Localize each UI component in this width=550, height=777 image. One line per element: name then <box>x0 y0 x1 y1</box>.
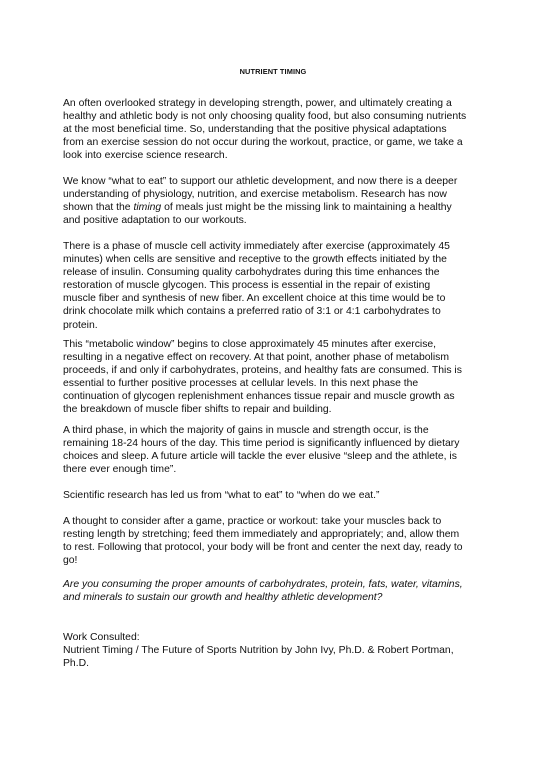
citation-line: Ph.D. <box>63 658 89 670</box>
text-line: continuation of glycogen replenishment enhances tissue repair and muscle growth as <box>63 391 455 403</box>
text-segment: shown that the <box>63 202 134 214</box>
text-line: minutes) when cells are sensitive and receptive to the growth effects initiated by the <box>63 254 447 266</box>
text-line: An often overlooked strategy in developing strength, power, and ultimately creating a <box>63 98 452 109</box>
text-line: there ever enough time”. <box>63 464 177 476</box>
text-line: look into exercise science research. <box>63 150 228 162</box>
text-line: resulting in a negative effect on recovery. At that point, another phase of metabolism <box>63 352 450 364</box>
text-line: There is a phase of muscle cell activity immediately after exercise (approximately 45 <box>63 241 450 252</box>
text-line: protein. <box>63 319 98 331</box>
text-line: A thought to consider after a game, practice or workout: take your muscles back to <box>63 516 442 527</box>
paragraph-question <box>63 578 483 604</box>
text-line: drink chocolate milk which contains a preferred ratio of 3:1 or 4:1 carbohydrates to <box>63 306 441 318</box>
paragraph-what-to-eat <box>63 175 483 227</box>
text-line: essential to further positive processes at cellular levels. In this next phase the <box>63 378 419 390</box>
paragraph-intro <box>63 97 483 162</box>
text-line: choices and sleep. A future article will tackle the ever elusive “sleep and the athlete, is <box>63 451 457 463</box>
emphasis-timing: timing <box>133 202 162 214</box>
text-line: at the most beneficial time. So, understanding that the positive physical adaptations <box>63 124 447 136</box>
text-line: We know “what to eat” to support our athletic development, and now there is a deeper <box>63 176 458 187</box>
paragraph-scientific-research <box>63 489 483 502</box>
text-line: and minerals to sustain our growth and healthy athletic development? <box>63 592 383 604</box>
text-line: go! <box>63 555 78 567</box>
text-line: remaining 18-24 hours of the day. This time period is significantly influenced by dietary <box>63 438 460 450</box>
text-line: from an exercise session do not occur during the workout, practice, or game, we take a <box>63 137 463 149</box>
paragraph-metabolic-window <box>63 338 483 417</box>
text-segment: of meals just might be the missing link to maintaining a healthy <box>161 202 452 214</box>
text-line: understanding of physiology, nutrition, and exercise metabolism. Research has now <box>63 189 447 201</box>
text-line: resting length by stretching; feed them immediately and appropriately; and, allow them <box>63 529 460 541</box>
text-line: muscle fiber and synthesis of new fiber. An excellent choice at this time would be to <box>63 293 446 305</box>
paragraph-third-phase <box>63 424 483 476</box>
text-line: and positive adaptation to our workouts. <box>63 215 247 227</box>
paragraph-muscle-phase <box>63 240 483 332</box>
text-line: A third phase, in which the majority of gains in muscle and strength occur, is the <box>63 425 429 436</box>
citation-line: Nutrient Timing / The Future of Sports Nutrition by John Ivy, Ph.D. & Robert Portman, <box>63 645 454 657</box>
text-line: Scientific research has led us from “what to eat” to “when do we eat.” <box>63 490 380 501</box>
text-line: This “metabolic window” begins to close approximately 45 minutes after exercise, <box>63 339 437 350</box>
text-line: healthy and athletic body is not only choosing quality food, but also consuming nutrients <box>63 111 467 123</box>
text-line: Are you consuming the proper amounts of carbohydrates, protein, fats, water, vitamins, <box>63 579 463 590</box>
text-line-with-emphasis <box>63 201 483 214</box>
text-line: the breakdown of muscle fiber shifts to repair and building. <box>63 404 332 416</box>
work-consulted <box>63 631 483 670</box>
text-line: restoration of muscle glycogen. This process is essential in the repair of existing <box>63 280 431 292</box>
text-line: release of insulin. Consuming quality carbohydrates during this time enhances the <box>63 267 440 279</box>
text-line: to rest. Following that protocol, your body will be front and center the next day, ready to <box>63 542 463 554</box>
document-title: NUTRIENT TIMING <box>239 67 307 76</box>
paragraph-thought <box>63 515 483 567</box>
text-line: proceeds, if and only if carbohydrates, proteins, and healthy fats are consumed. This is <box>63 365 462 377</box>
work-consulted-heading: Work Consulted: <box>63 632 140 643</box>
